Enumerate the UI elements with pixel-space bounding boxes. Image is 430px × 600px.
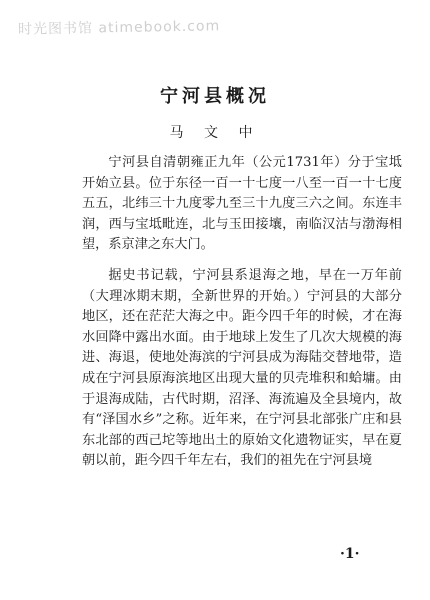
document-author: 马 文 中 — [169, 125, 261, 141]
document-title: 宁河县概况 — [160, 86, 270, 107]
paragraph: 据史书记载，宁河县系退海之地，早在一万年前（大理冰期末期，全新世界的开始。）宁河县的大部分地区，还在茫茫大海之中。距今四千年的时候，才在海水回降中露出水面。由于地球上发生了几次大规模的海进、海退，使地处海滨的宁河县成为海陆交替地带，造成在宁河县原海滨地区出现大量的贝壳堆积和蛤墉。由于退海成陆，古代时期，沼泽、海流遍及全县境内，故有“泽国水乡”之称。近年来，在宁河县北部张广庄和县东北部的西己坨等地出土的原始文化遗物证实，早在夏朝以前，距今四千年左右，我们的祖先在宁河县境 — [82, 267, 402, 469]
watermark: 时光图书馆 atimebook.com — [17, 18, 221, 38]
paragraph: 宁河县自清朝雍正九年（公元1731年）分于宝坻开始立县。位于东径一百一十七度一八至一百一十七度五五，北纬三十九度零九至三十九度三六之间。东连丰润，西与宝坻毗连，北与玉田接壤，南临汉沽与渤海相望，系京津之东大门。 — [82, 155, 402, 253]
document-body — [82, 153, 402, 472]
page-number: ·1· — [340, 546, 360, 562]
